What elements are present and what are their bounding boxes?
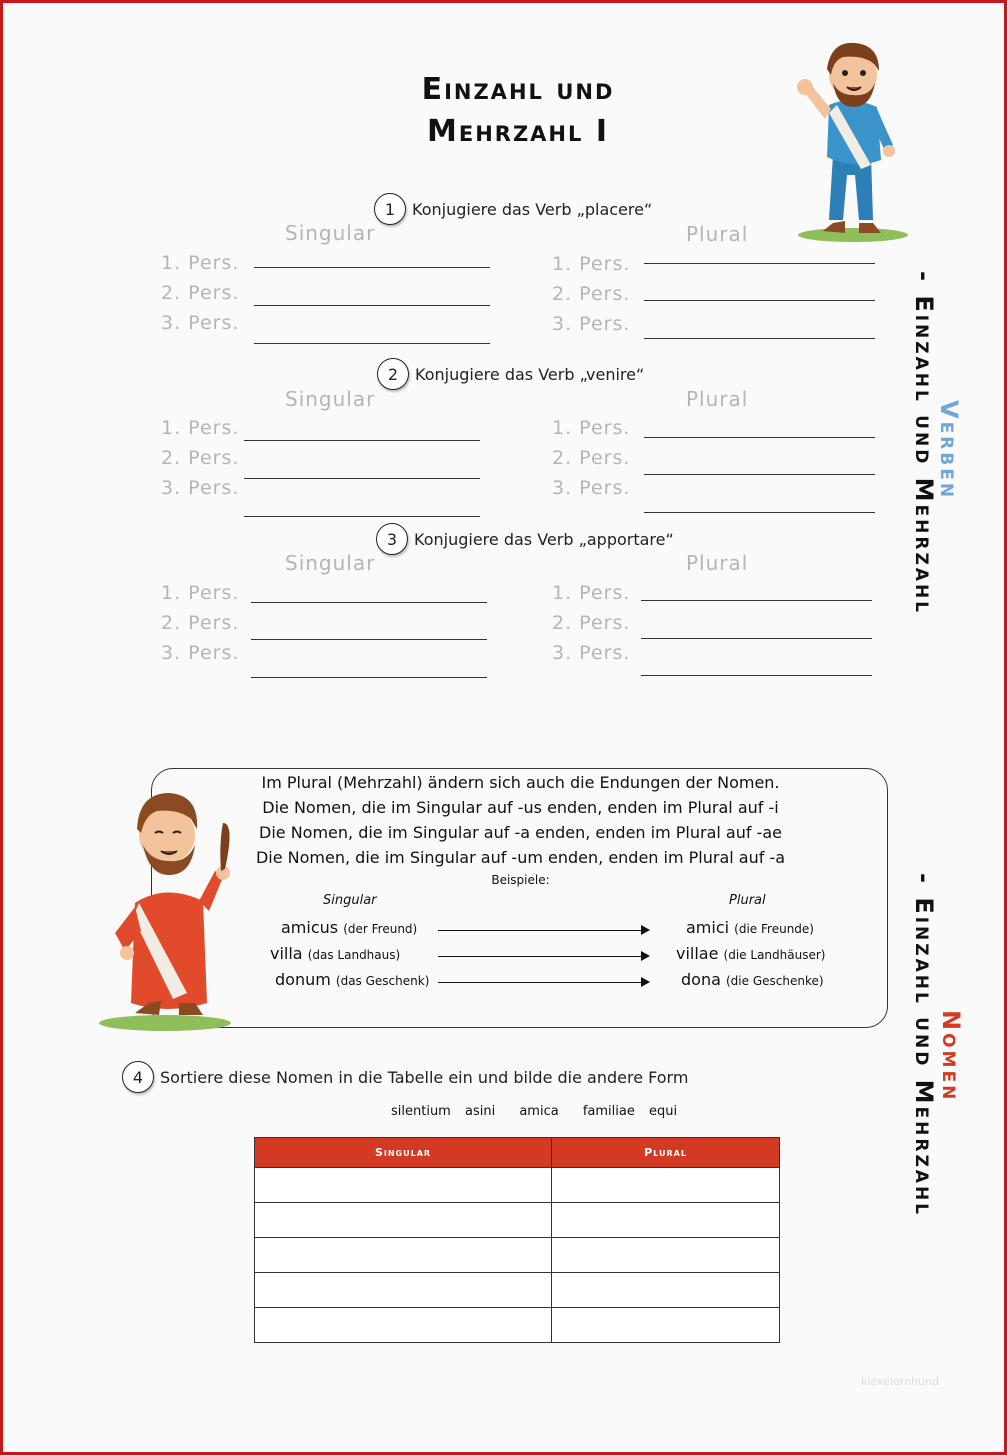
person-label: 2. Pers. [552, 447, 631, 469]
person-label: 3. Pers. [161, 642, 240, 664]
examples-singular-header: Singular [323, 893, 377, 908]
task-1-heading [374, 193, 652, 225]
answer-line[interactable] [641, 675, 872, 676]
singular-column-label: Singular [285, 551, 376, 575]
arrow-icon [438, 982, 648, 983]
table-cell[interactable] [255, 1238, 552, 1273]
word-bank-item: amica [519, 1104, 559, 1119]
answer-line[interactable] [244, 516, 480, 517]
task-instruction: Konjugiere das Verb „venire“ [415, 364, 645, 384]
example-singular: donum (das Geschenk) [275, 970, 430, 989]
answer-line[interactable] [254, 305, 490, 306]
title-line-1: Einzahl und [421, 72, 615, 107]
side-topic-nouns: - Einzahl und Mehrzahl [910, 873, 938, 1218]
word-bank-item: equi [649, 1104, 678, 1119]
person-label: 1. Pers. [552, 417, 631, 439]
plural-column-label: Plural [686, 387, 749, 411]
examples-plural-header: Plural [729, 893, 766, 908]
title-line-2: Mehrzahl I [427, 114, 609, 149]
answer-line[interactable] [251, 639, 487, 640]
word-bank-item: silentium [391, 1104, 451, 1119]
answer-line[interactable] [644, 263, 875, 264]
table-row [255, 1203, 780, 1238]
answer-line[interactable] [641, 638, 872, 639]
example-singular: villa (das Landhaus) [270, 944, 401, 963]
sorting-table [254, 1137, 780, 1343]
answer-line[interactable] [254, 267, 490, 268]
grammar-rule-box [151, 768, 888, 1028]
table-row [255, 1238, 780, 1273]
person-label: 1. Pers. [161, 582, 240, 604]
answer-line[interactable] [644, 437, 875, 438]
side-category-nouns: Nomen [937, 1010, 965, 1103]
task-instruction: Konjugiere das Verb „placere“ [412, 199, 653, 219]
answer-line[interactable] [254, 343, 490, 344]
arrow-icon [438, 930, 648, 931]
answer-line[interactable] [244, 478, 480, 479]
watermark: klexelernhund [861, 1375, 939, 1388]
table-cell[interactable] [552, 1308, 780, 1343]
person-label: 1. Pers. [161, 417, 240, 439]
task-number-badge: 2 [377, 358, 409, 390]
table-row [255, 1308, 780, 1343]
answer-line[interactable] [644, 300, 875, 301]
roman-man-red-illustration [95, 783, 255, 1033]
person-label: 3. Pers. [161, 312, 240, 334]
task-3-heading [376, 523, 674, 555]
example-plural: dona (die Geschenke) [681, 970, 824, 989]
person-label: 1. Pers. [161, 252, 240, 274]
plural-column-label: Plural [686, 222, 749, 246]
singular-column-label: Singular [285, 387, 376, 411]
task-instruction: Konjugiere das Verb „apportare“ [414, 529, 674, 549]
task-number-badge: 1 [374, 193, 406, 225]
rule-text: Im Plural (Mehrzahl) ändern sich auch die Endungen der Nomen. [261, 773, 780, 792]
answer-line[interactable] [644, 474, 875, 475]
example-plural: amici (die Freunde) [686, 918, 814, 937]
table-row [255, 1273, 780, 1308]
person-label: 3. Pers. [552, 477, 631, 499]
task-number-badge: 4 [122, 1061, 154, 1093]
person-label: 3. Pers. [552, 642, 631, 664]
example-plural: villae (die Landhäuser) [676, 944, 826, 963]
person-label: 2. Pers. [552, 283, 631, 305]
table-cell[interactable] [255, 1168, 552, 1203]
task-4-heading [122, 1061, 688, 1093]
singular-column-label: Singular [285, 221, 376, 245]
table-header-singular: Singular [255, 1138, 552, 1168]
answer-line[interactable] [244, 440, 480, 441]
person-label: 2. Pers. [161, 282, 240, 304]
word-bank-item: asini [465, 1104, 496, 1119]
person-label: 2. Pers. [161, 612, 240, 634]
table-cell[interactable] [255, 1203, 552, 1238]
person-label: 2. Pers. [161, 447, 240, 469]
person-label: 3. Pers. [161, 477, 240, 499]
task-2-heading [377, 358, 644, 390]
answer-line[interactable] [251, 602, 487, 603]
task-instruction: Sortiere diese Nomen in die Tabelle ein und bilde die andere Form [160, 1067, 689, 1087]
side-category-verbs: Verben [935, 400, 963, 501]
person-label: 1. Pers. [552, 582, 631, 604]
example-singular: amicus (der Freund) [281, 918, 418, 937]
word-bank-item: familiae [582, 1104, 635, 1119]
table-header-plural: Plural [552, 1138, 780, 1168]
rule-text: Die Nomen, die im Singular auf -a enden, enden im Plural auf -ae [259, 823, 782, 842]
examples-label: Beispiele: [491, 873, 550, 887]
person-label: 2. Pers. [552, 612, 631, 634]
side-topic-verbs: - Einzahl und Mehrzahl [910, 271, 938, 616]
rule-text: Die Nomen, die im Singular auf -um enden, enden im Plural auf -a [255, 848, 786, 867]
table-row [255, 1168, 780, 1203]
table-cell[interactable] [255, 1308, 552, 1343]
table-cell[interactable] [552, 1238, 780, 1273]
rule-text: Die Nomen, die im Singular auf -us enden, enden im Plural auf -i [262, 798, 779, 817]
plural-column-label: Plural [686, 551, 749, 575]
roman-man-blue-illustration [781, 35, 921, 247]
table-cell[interactable] [552, 1203, 780, 1238]
person-label: 1. Pers. [552, 253, 631, 275]
table-cell[interactable] [552, 1273, 780, 1308]
page-title [343, 69, 693, 153]
table-cell[interactable] [552, 1168, 780, 1203]
answer-line[interactable] [641, 600, 872, 601]
task-number-badge: 3 [376, 523, 408, 555]
word-bank [391, 1104, 687, 1119]
person-label: 3. Pers. [552, 313, 631, 335]
arrow-icon [438, 956, 648, 957]
table-cell[interactable] [255, 1273, 552, 1308]
answer-line[interactable] [251, 677, 487, 678]
answer-line[interactable] [644, 338, 875, 339]
answer-line[interactable] [644, 512, 875, 513]
